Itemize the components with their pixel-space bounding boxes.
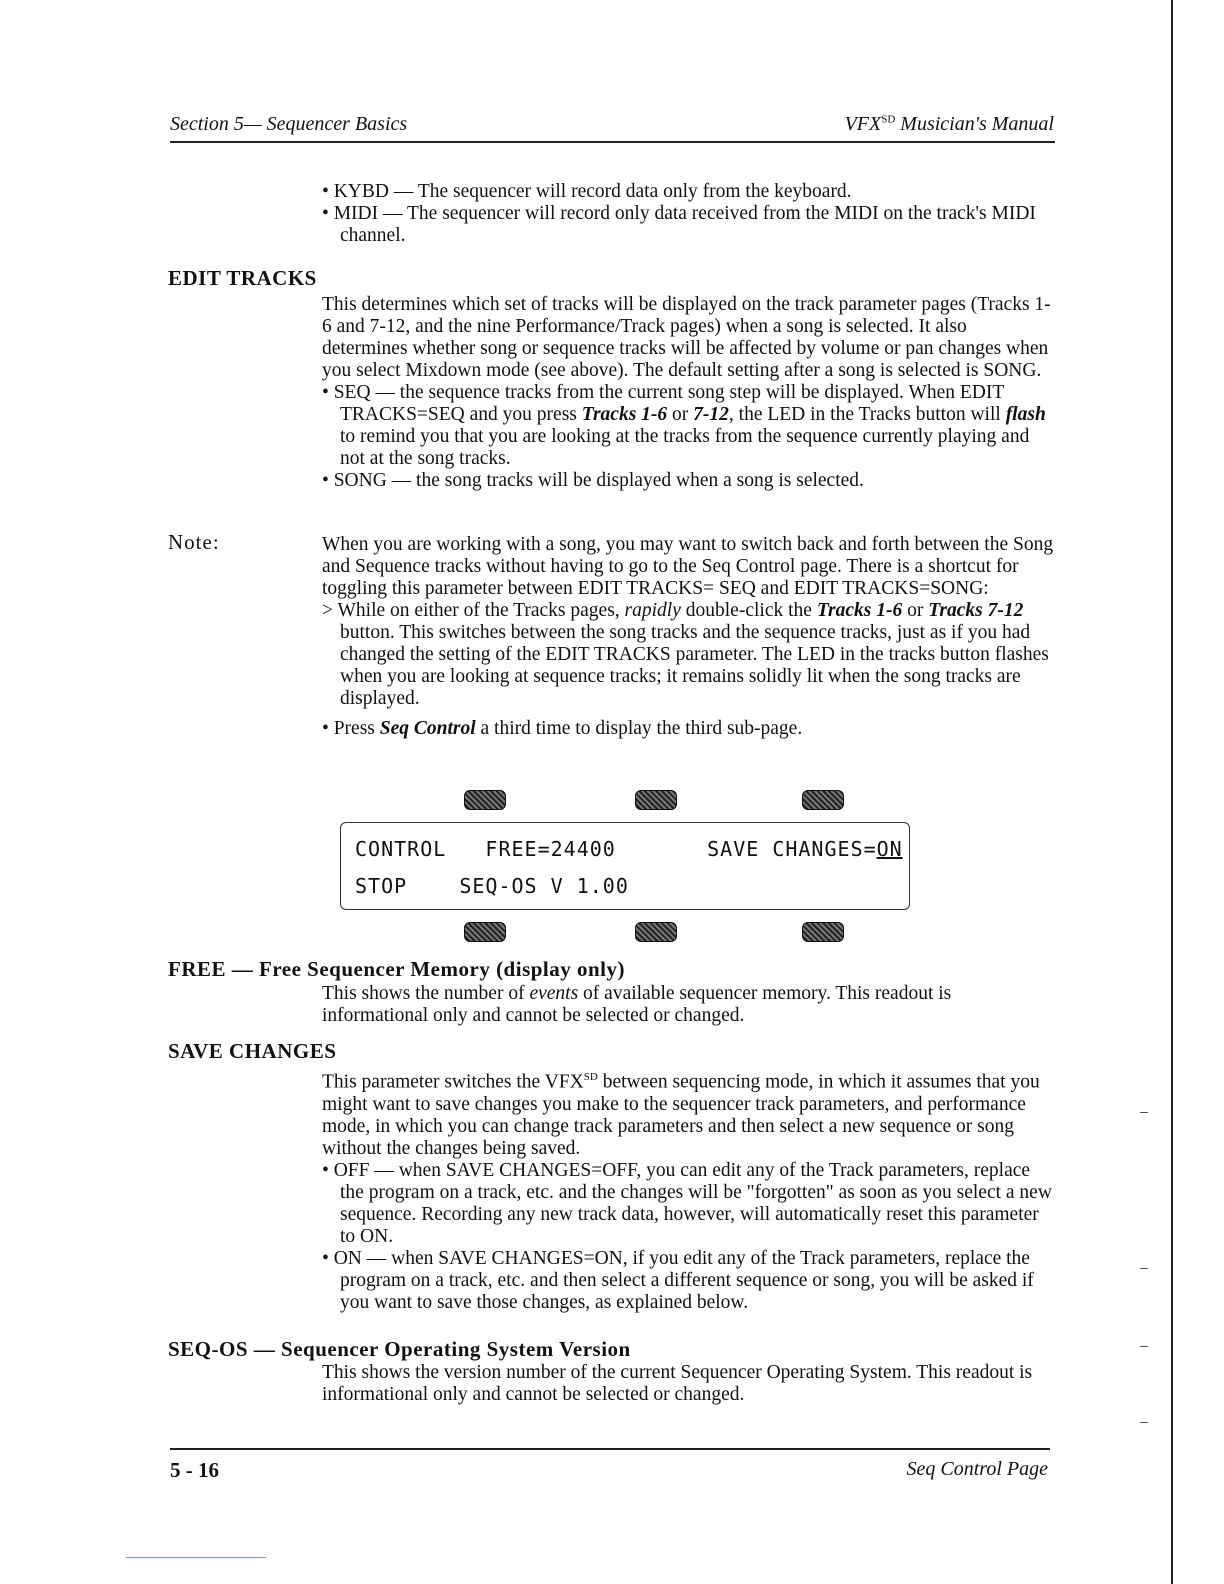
margin-mark-1	[1140, 1112, 1148, 1113]
seq-os-description: This shows the version number of the current Sequencer Operating System. This readout is informational only and cannot be selected or changed.	[322, 1362, 1033, 1405]
free-description	[322, 983, 1042, 1027]
shortcut-button-tracks-1-6: Tracks 1-6	[816, 600, 903, 621]
lcd-line-2: STOP SEQ-OS V 1.00	[355, 874, 629, 898]
seq-os-body	[322, 1362, 1047, 1406]
seq-text-2: or	[667, 404, 694, 425]
free-text-1: This shows the number of	[322, 983, 530, 1004]
led-soft-button-bottom-2	[635, 922, 677, 942]
margin-mark-3	[1140, 1346, 1148, 1347]
shortcut-button-tracks-7-12: Tracks 7-12	[928, 600, 1024, 621]
led-soft-button-top-2	[635, 790, 677, 810]
seq-text-3: , the LED in the Tracks button will	[728, 404, 1006, 425]
save-text-2: between sequencing mode, in which it assumes that you might want to save changes you make to the sequencer track parameters, and performance mode, in which you can change track parameters and then select a new sequence or song without the changes being saved.	[322, 1071, 1040, 1159]
footer-rule	[170, 1448, 1050, 1450]
heading-save-changes: SAVE CHANGES	[168, 1039, 337, 1063]
heading-free: FREE — Free Sequencer Memory (display only)	[168, 957, 626, 981]
note-body	[322, 534, 1057, 740]
save-sd-superscript: SD	[583, 1071, 598, 1083]
note-description: When you are working with a song, you may want to switch back and forth between the Song and Sequence tracks without having to go to the Seq Control page. There is a shortcut for toggling this parameter between EDIT TRACKS= SEQ and EDIT TRACKS=SONG:	[322, 534, 1054, 599]
press-seq-control: Seq Control	[379, 718, 476, 739]
bullet-song: • SONG — the song tracks will be displayed when a song is selected.	[322, 470, 864, 491]
scan-artifact-line	[126, 1557, 266, 1558]
seq-flash-word: flash	[1005, 404, 1046, 425]
seq-text-4: to remind you that you are looking at the tracks from the sequence currently playing and not at the song tracks.	[340, 426, 1030, 469]
bullet-off: • OFF — when SAVE CHANGES=OFF, you can edit any of the Track parameters, replace the program on a track, etc. and the changes will be "forgotten" as soon as you select a new sequence. Recording any new track data, however, will automatically reset this parameter to ON.	[322, 1159, 1052, 1247]
save-text-1: This parameter switches the VFX	[322, 1071, 584, 1093]
edit-tracks-body	[322, 294, 1057, 492]
header-manual-rest: Musician's Manual	[895, 113, 1054, 135]
led-soft-button-bottom-1	[464, 922, 506, 942]
press-text-2: a third time to display the third sub-page.	[475, 718, 803, 739]
bullet-seq	[322, 382, 1057, 470]
seq-button-tracks-1-6: Tracks 1-6	[581, 404, 668, 425]
shortcut-text-4: button. This switches between the song tracks and the sequence tracks, just as if you had changed the setting of the EDIT TRACKS parameter. The LED in the tracks button flashes when you are looking at sequence tracks; it remains solidly lit when the song tracks are displayed.	[340, 622, 1049, 709]
shortcut-text-3: or	[902, 600, 929, 621]
bullet-midi: • MIDI — The sequencer will record only data received from the MIDI on the track's MIDI channel.	[322, 203, 1036, 246]
led-soft-button-top-3	[802, 790, 844, 810]
margin-mark-4	[1140, 1422, 1148, 1423]
edit-tracks-description: This determines which set of tracks will be displayed on the track parameter pages (Tracks 1-6 and 7-12, and the nine Performance/Track pages) when a song is selected. It also determines whether song or sequence tracks will be affected by volume or pan changes when you select Mixdown mode (see above). The default setting after a song is selected is SONG.	[322, 294, 1051, 381]
margin-mark-2	[1140, 1268, 1148, 1269]
heading-edit-tracks: EDIT TRACKS	[168, 266, 317, 290]
shortcut-rapidly: rapidly	[624, 600, 681, 621]
lcd-display	[340, 822, 910, 910]
bullet-on: • ON — when SAVE CHANGES=ON, if you edit any of the Track parameters, replace the program on a track, etc. and then select a different sequence or song, you will be asked if you want to save those changes, as explained below.	[322, 1247, 1034, 1313]
shortcut-text-2: double-click the	[680, 600, 817, 621]
footer-page-number: 5 - 16	[170, 1458, 219, 1482]
heading-seq-os: SEQ-OS — Sequencer Operating System Version	[168, 1337, 631, 1361]
seq-button-7-12: 7-12	[693, 404, 729, 425]
save-changes-description	[322, 1066, 1057, 1160]
bullet-kybd: • KYBD — The sequencer will record data only from the keyboard.	[322, 181, 852, 202]
seq-text-1: • SEQ — the sequence tracks from the current song step will be displayed. When EDIT TRACKS=SEQ and you press	[322, 382, 1004, 425]
bullet-press-seq-control	[322, 718, 1057, 740]
input-source-bullets	[322, 181, 1042, 247]
shortcut-text-1: > While on either of the Tracks pages,	[322, 600, 625, 621]
save-changes-body	[322, 1066, 1057, 1314]
led-soft-button-top-1	[464, 790, 506, 810]
header-sd-superscript: SD	[881, 113, 896, 126]
note-shortcut	[322, 600, 1057, 710]
header-rule	[170, 141, 1055, 143]
free-body	[322, 983, 1042, 1027]
free-events-word: events	[529, 983, 579, 1004]
free-text-2: of available sequencer memory. This readout is informational only and cannot be selected or changed.	[322, 983, 952, 1026]
header-section-title: Section 5— Sequencer Basics	[170, 113, 408, 135]
page-edge-line	[1171, 0, 1173, 1584]
lcd-line-1	[355, 837, 903, 861]
footer-page-title: Seq Control Page	[906, 1458, 1048, 1480]
press-text-1: • Press	[322, 718, 380, 739]
header-manual-title	[845, 113, 1054, 136]
led-soft-button-bottom-3	[802, 922, 844, 942]
lcd-save-changes-value: ON	[876, 837, 903, 861]
header-vfx: VFX	[844, 113, 882, 135]
lcd-line-1-text: CONTROL FREE=24400 SAVE CHANGES=	[355, 837, 877, 861]
note-label: Note:	[168, 530, 220, 554]
